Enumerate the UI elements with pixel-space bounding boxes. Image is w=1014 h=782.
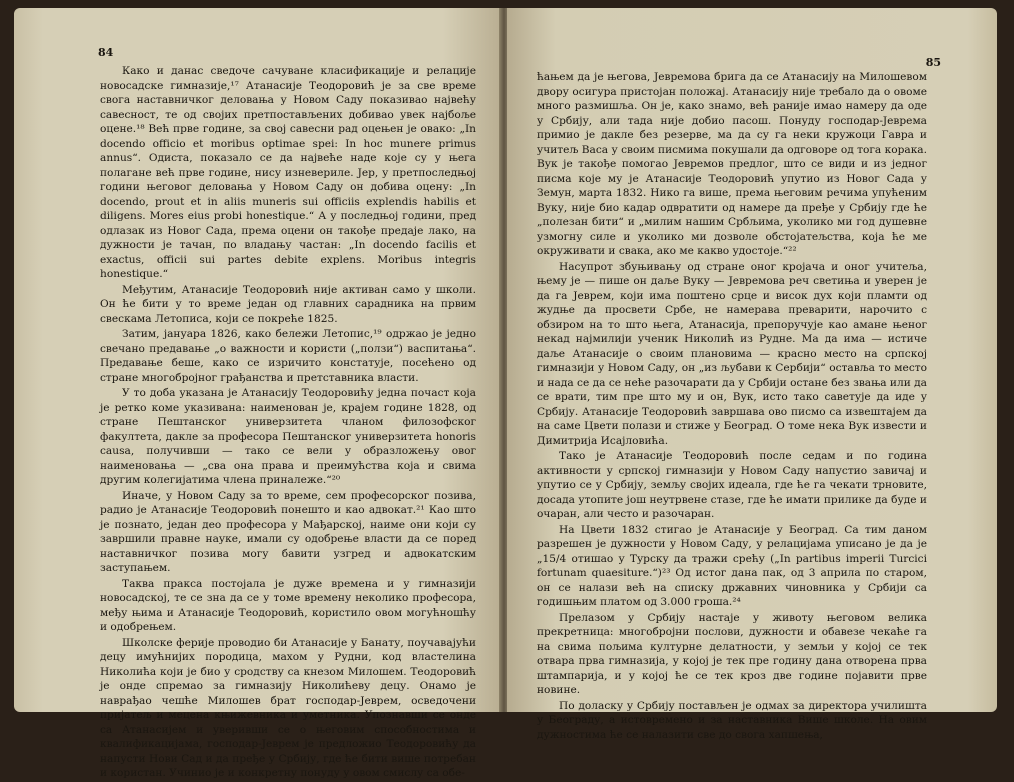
paragraph: Међутим, Атанасије Теодоровић није активан само у школи. Он ће бити у то време један од главних сарадника на првим свескама Летописа, који се покреће 1825.: [100, 283, 476, 325]
paragraph: Иначе, у Новом Саду за то време, сем професорског позива, радио је Атанасије Теодоровић понешто и као адвокат.²¹ Као што је познато, један део професора у Мађарској, наиме они који су завршили правне науке, имали су одобрење власти да се поред наставничког позива могу бавити узгред и адвокатским заступањем.: [100, 489, 476, 574]
paragraph: Како и данас сведоче сачуване класификације и релације новосадске гимназије,¹⁷ Атанасије Теодоровић је за све време свога наставничког деловања у Новом Саду показивао највећу савесност, те од својих претпостављених добивао увек најбоље оцене.¹⁸ Већ прве године, за свој савесни рад оцењен је овако: „In docendo officio et moribus optimae spei: In hoc munere primus annus“. Одиста, показало се да највеће наде које су у њега полагане већ прве године, нису изневериле. Јер, у претпоследњој години његовог деловања у Новом Саду он добива оцену: „In docendo, prout et in aliis muneris sui officiis explendis habilis et diligens. Mores eius probi honestique.“ А у последњој години, пред одлазак из Новог Сада, према оцени он такође предаје лако, на дужности је тачан, по владању частан: „In docendo facilis et exactus, officii sui partes debite explens. Moribus integris honestique.“: [100, 65, 476, 280]
paragraph: У то доба указана је Атанасију Теодоровићу једна почаст која је ретко коме указивана: наименован је, крајем године 1828, од стране Пештанског универзитета чланом филозофског факултета, дакле за професора Пештанског универзитета honoris causa, получивши — тако се вели у образложењу овог наименовања — „сва она права и преимућства која и свима другим колегијатима члена приналежe.“²⁰: [100, 387, 476, 486]
right-page: [507, 8, 997, 741]
paragraph: Таква пракса постојала је дуже времена и у гимназији новосадској, те се зна да се у томе времену неколико професора, међу њима и Атанасије Теодоровић, користило овом могућношћу и одобрењем.: [100, 577, 476, 633]
paragraph: ћањем да је његова, Јевремова брига да се Атанасију на Милошевом двору осигура пристојан положај. Атанасију није требало да о овоме много размишља. Он је, како знамо, већ раније имао намеру да оде у Србију, али тада није добио пасош. Понуду господар-Јеврема примио је дакле без резерве, ма да су га неки кружоци Гавра и учитељ Васа у своим писмима покушали да одговоре од тога корака. Вук је такође помогао Јевремов предлог, што се види и из једног писма које му је Атанасије Теодоровић упутио из Новог Сада у Земун, марта 1832. Нико га више, према његовим речима упућеним Вуку, није био кадар одвратити од намере да пређе у Србију где ће „полезан бити“ и „милим нашим Србљима, уколико ми год душевне узмогну силе и уколико ми дозволе обстојатељства, која ће ме окруживати и свака, ако ме какво удостоје.“²²: [537, 71, 927, 257]
page-number-right: 85: [925, 56, 941, 69]
paragraph: Насупрот збуњивању од стране оног кројача и оног учитеља, њему је — пише он даље Вуку — Јевремова реч светиња и уверен је да га Јеврем, који има поштено срце и висок дух који пламти од жудње да просвети Србе, не намерава преварити, нарочито с обзиром на то што њега, Атанасија, препоручује као амане њеног некад најмилији ученик Николић из Рудне. Ма да има — истиче даље Атанасије о своим плановима — красно место на српској гимназији у Новом Саду, он „из љубави к Сербији“ оставља то место и нада се да се неће разочарати да у Србији остане без звања или да се врати, тим пре што му и он, Вук, исто тако саветује да иде у Србију. Атанасије Теодоровић завршава ово писмо са извештајем да на саме Цвети полази и стиже у Београд. О томе нека Вук извести и Димитрија Исајловића.: [537, 260, 927, 447]
left-page: [14, 8, 501, 779]
paragraph: Прелазом у Србију настаје у животу његовом велика прекретница: многобројни послови, дужности и обавезе чекаће га на свима пољима културне делатности, у земљи у којој се тек отвара прва гимназија, у којој је тек пре годину дана отворена прва штампарија, и у којој ће се тек кроз две године појавити прве новине.: [537, 611, 927, 696]
paragraph: Тако је Атанасије Теодоровић после седам и по година активности у српској гимназији у Новом Саду напустио завичај и упутио се у Србију, земљу својих идеала, где ће га чекати трновите, досада утопите још неутрвене стазе, где ће имати прилике да буде и очаран, али често и разочаран.: [537, 450, 927, 520]
left-page-text: [100, 64, 476, 782]
paragraph: На Цвети 1832 стигао је Атанасије у Београд. Са тим даном разрешен је дужности у Новом Саду, у релацијама уписано је да је „15/4 отишао у Турску да тражи срећу („In partibus imperii Turcici fortunam quaesiture.“)²³ Од истог дана пак, од 3 априла по старом, он се налази већ на списку државних чиновника у Србији са годишњим платом од 3.000 гроша.²⁴: [537, 523, 927, 608]
page-number-left: 84: [98, 46, 114, 59]
paragraph: Школске ферије проводио би Атанасије у Банату, поучавајући децу имућнијих породица, махом у Рудни, код властелина Николића који је био у сродству са кнезом Милошем. Теодоровић је онде спремао за гимназију Николићеву децу. Онамо је наврађао чешће Милошев брат господар-Јеврем, осведочени пријатељ и мецена књижевника и уметника. Упознавши се онде са Атанасијем и уверивши се о његовим способностима и квалификацијама, господар-Јеврем је предложио Теодоровићу да напусти Нови Сад и да пређе у Србију, где ће бити више потребан и користан. Учинио је и конкретну понуду у овом смислу са обе-: [100, 636, 476, 779]
right-page-text: [537, 70, 927, 743]
paragraph: Затим, јануара 1826, како бележи Летопис,¹⁹ одржао је једно свечано предавање „о важности и користи („ползи“) васпитања“. Предавање беше, како се изричито констатује, посећено од стране многобројног грађанства и претставника власти.: [100, 328, 476, 384]
paragraph: По доласку у Србију постављен је одмах за директора училишта у Београду, а истовремено и за наставника Више школе. На овим дужностима ће се налазити све до свога хапшења,: [537, 699, 927, 741]
